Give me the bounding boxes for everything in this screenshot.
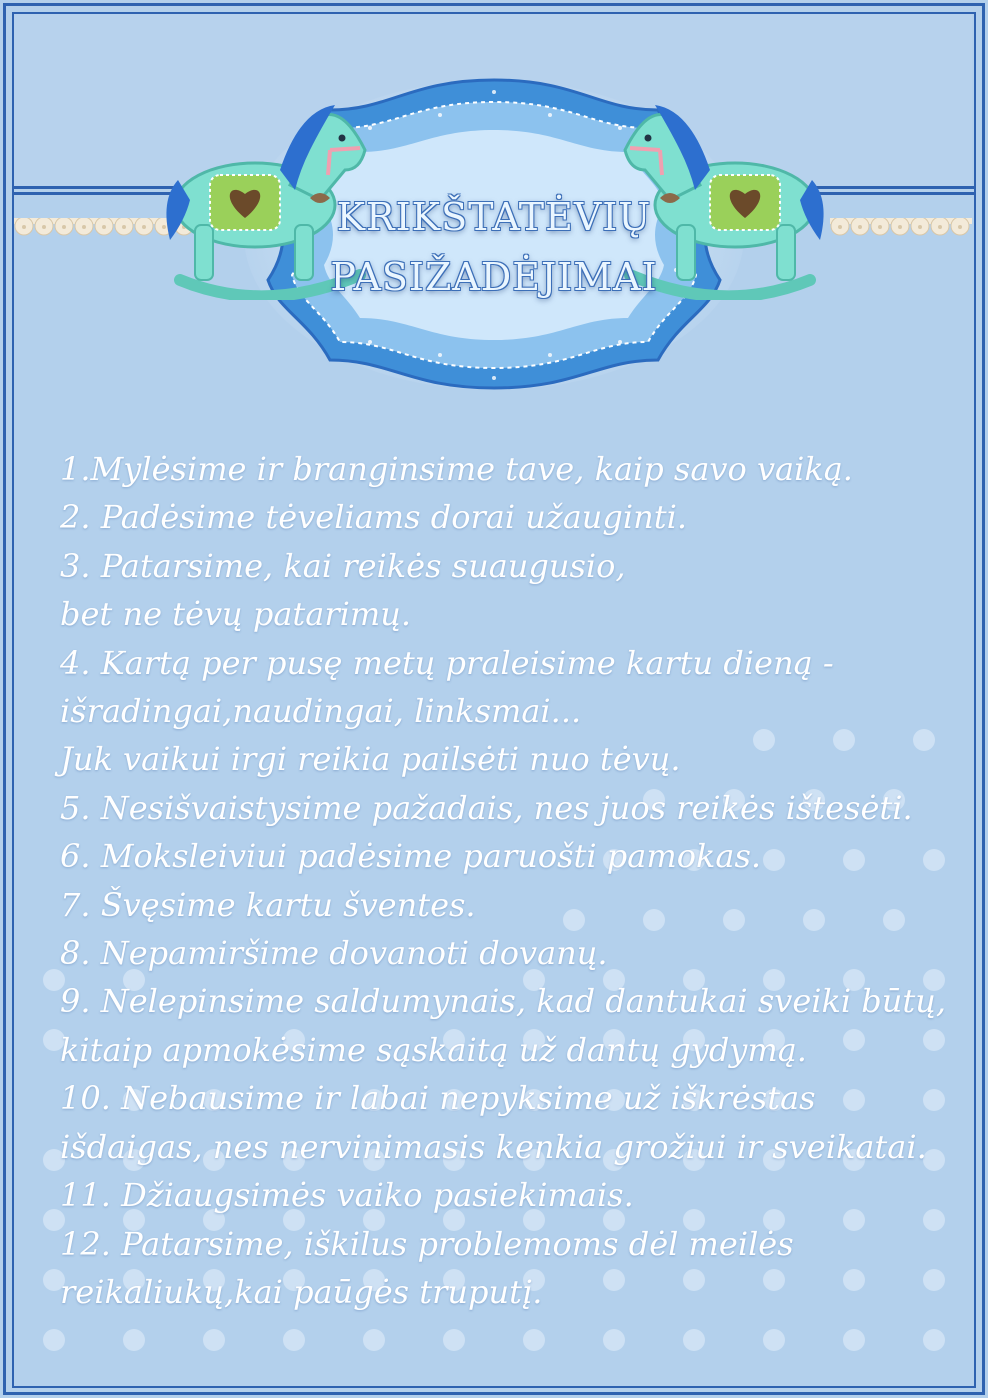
promise-line: išdaigas, nes nervinimasis kenkia grožiui ir sveikatai.	[60, 1127, 927, 1166]
promise-line: 5. Nesišvaistysime pažadais, nes juos reikės ištesėti.	[60, 788, 913, 827]
promise-line: 4. Kartą per pusę metų praleisime kartu dieną -	[60, 643, 834, 682]
promise-line: Juk vaikui irgi reikia pailsėti nuo tėvų.	[60, 740, 681, 779]
promise-line: 9. Nelepinsime saldumynais, kad dantukai sveiki būtų,	[60, 982, 947, 1021]
promise-line: kitaip apmokėsime sąskaitą už dantų gydymą.	[60, 1030, 807, 1069]
promise-line: 10. Nebausime ir labai nepyksime už iškrėstas	[60, 1079, 816, 1118]
promise-line: 8. Nepamiršime dovanoti dovanų.	[60, 934, 608, 973]
promise-line: 2. Padėsime tėveliams dorai užauginti.	[60, 498, 687, 537]
inner-border	[12, 12, 976, 1388]
promise-line: 3. Patarsime, kai reikės suaugusio,	[60, 546, 626, 585]
promise-line: bet ne tėvų patarimų.	[60, 595, 411, 634]
promise-line: 6. Moksleiviui padėsime paruošti pamokas.	[60, 837, 762, 876]
promise-line: 12. Patarsime, iškilus problemoms dėl meilės	[60, 1224, 794, 1263]
title-line-2: PASIŽADĖJIMAI	[330, 255, 658, 299]
promise-line: 11. Džiaugsimės vaiko pasiekimais.	[60, 1176, 634, 1215]
title-line-1: KRIKŠTATĖVIŲ	[336, 195, 652, 239]
promise-line: išradingai,naudingai, linksmai...	[60, 692, 582, 731]
promise-line: 7. Švęsime kartu šventes.	[60, 885, 476, 924]
promise-line: reikaliukų,kai paūgės truputį.	[60, 1272, 543, 1311]
promise-line: 1.Mylėsime ir branginsime tave, kaip savo vaiką.	[60, 450, 853, 488]
